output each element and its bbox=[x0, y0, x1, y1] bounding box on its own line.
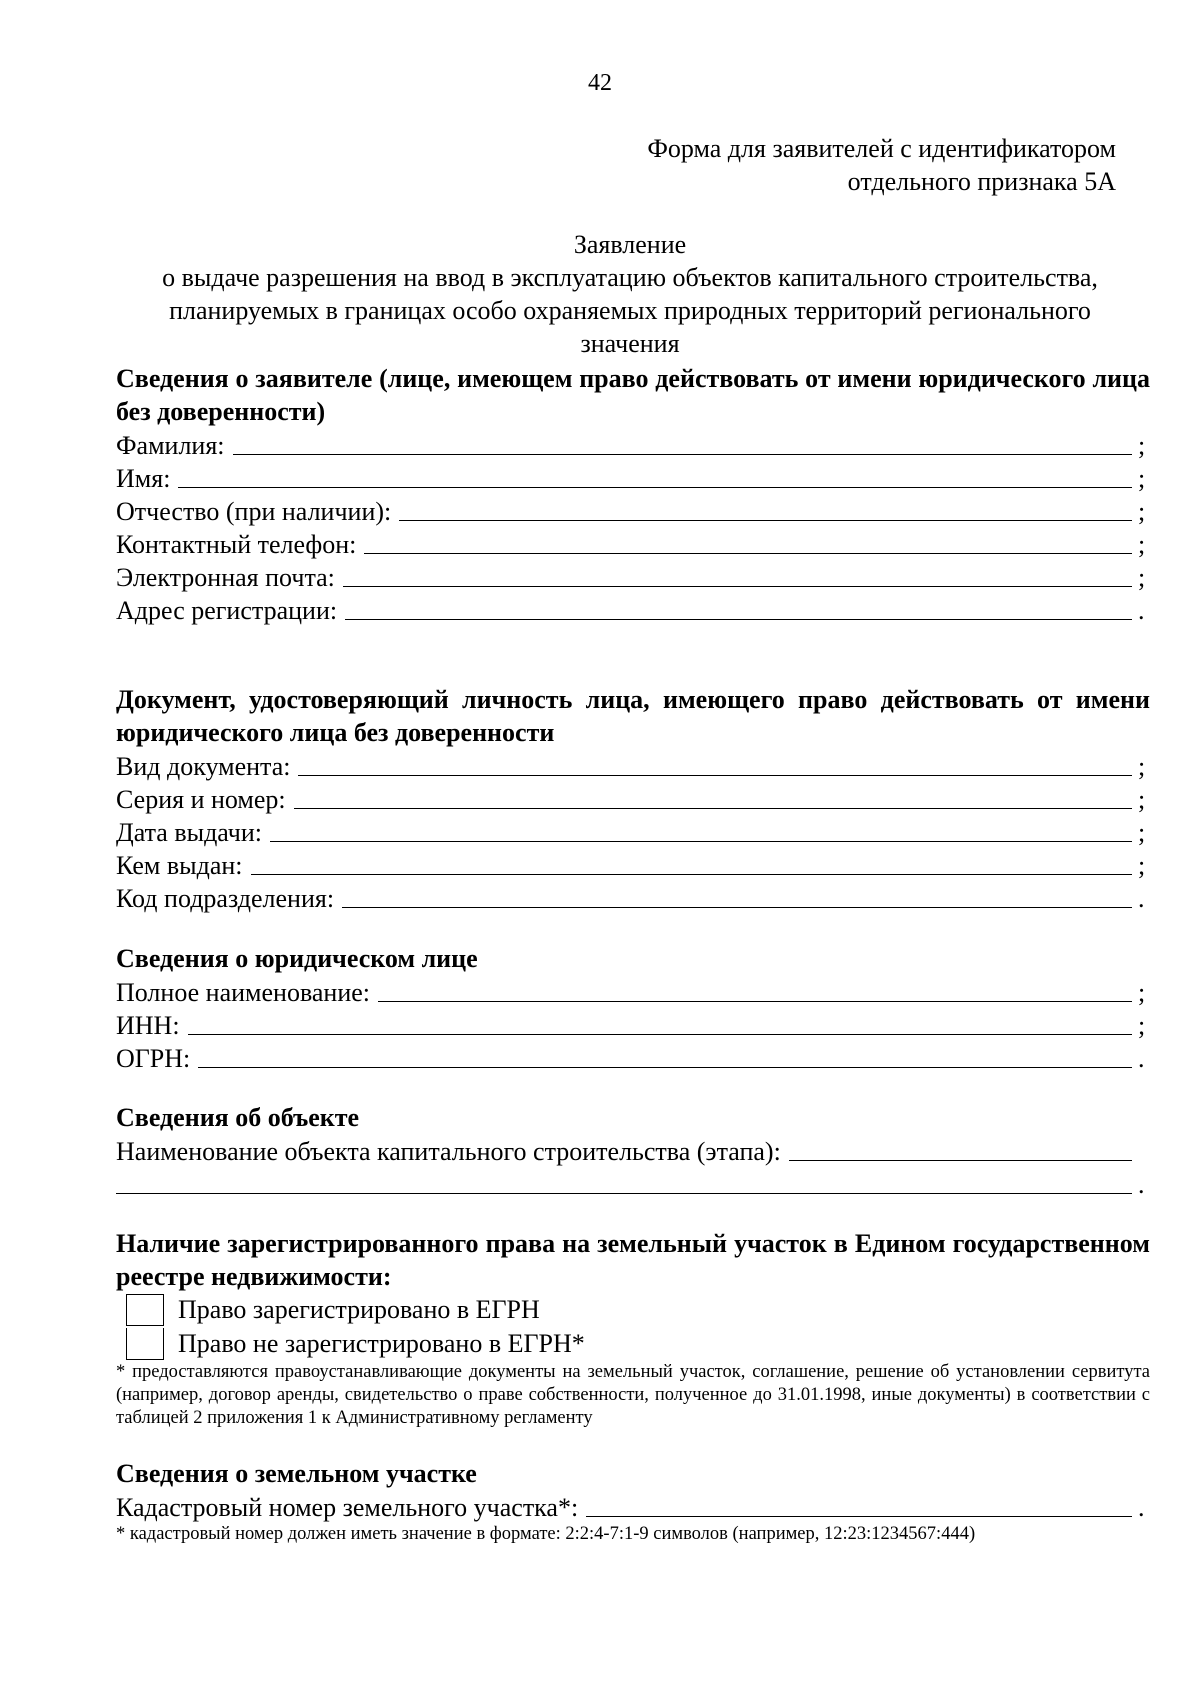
legal-entity-section bbox=[116, 942, 1150, 1074]
rights-footnote: * предоставляются правоустанавливающие документы на земельный участок, соглашение, решение об установлении сервитута (например, договор аренды, свидетельство о праве собственности, полученное до 31.01.1998, иные документы) в соответствии с таблицей 2 приложения 1 к Административному регламенту bbox=[116, 1362, 1150, 1428]
ogrn-field[interactable] bbox=[116, 1041, 1150, 1074]
field-label: Полное наименование: bbox=[116, 978, 371, 1007]
input-line[interactable] bbox=[198, 1067, 1132, 1068]
registration-address-field[interactable] bbox=[116, 593, 1150, 626]
field-label: Адрес регистрации: bbox=[116, 596, 338, 625]
land-plot-section bbox=[116, 1457, 1150, 1546]
identity-document-heading: Документ, удостоверяющий личность лица, имеющего право действовать от имени юридического лица без доверенности bbox=[116, 685, 1150, 747]
field-end: ; bbox=[1138, 978, 1146, 1007]
field-label: ИНН: bbox=[116, 1011, 180, 1040]
input-line[interactable] bbox=[399, 520, 1132, 521]
field-end: ; bbox=[1138, 431, 1146, 460]
input-line[interactable] bbox=[188, 1034, 1132, 1035]
input-line[interactable] bbox=[294, 808, 1132, 809]
field-label: ОГРН: bbox=[116, 1044, 191, 1073]
field-label: Контактный телефон: bbox=[116, 530, 357, 559]
field-label: Код подразделения: bbox=[116, 884, 335, 913]
inn-field[interactable] bbox=[116, 1008, 1150, 1041]
input-line[interactable] bbox=[178, 487, 1132, 488]
first-name-field[interactable] bbox=[116, 461, 1150, 494]
issued-by-field[interactable] bbox=[116, 848, 1150, 881]
identity-document-section bbox=[116, 683, 1150, 914]
title-subtitle-line: о выдаче разрешения на ввод в эксплуатацию объектов капитального строительства, bbox=[162, 263, 1098, 292]
patronymic-field[interactable] bbox=[116, 494, 1150, 527]
input-line[interactable] bbox=[378, 1001, 1132, 1002]
email-field[interactable] bbox=[116, 560, 1150, 593]
input-line[interactable] bbox=[345, 619, 1132, 620]
field-label: Кем выдан: bbox=[116, 851, 243, 880]
option-label: Право зарегистрировано в ЕГРН bbox=[178, 1295, 540, 1324]
right-registered-option[interactable] bbox=[126, 1293, 1150, 1327]
applicant-heading: Сведения о заявителе (лице, имеющем право действовать от имени юридического лица без доверенности) bbox=[116, 364, 1150, 426]
object-name-field[interactable] bbox=[116, 1134, 1150, 1167]
object-name-field-continuation[interactable] bbox=[116, 1167, 1150, 1200]
input-line[interactable] bbox=[364, 553, 1132, 554]
land-plot-heading: Сведения о земельном участке bbox=[116, 1459, 477, 1488]
field-end: ; bbox=[1138, 851, 1146, 880]
input-line[interactable] bbox=[270, 841, 1132, 842]
input-line[interactable] bbox=[789, 1160, 1132, 1161]
field-end: ; bbox=[1138, 752, 1146, 781]
field-end: ; bbox=[1138, 497, 1146, 526]
field-label: Отчество (при наличии): bbox=[116, 497, 392, 526]
field-label: Электронная почта: bbox=[116, 563, 335, 592]
rights-section bbox=[116, 1227, 1150, 1430]
input-line[interactable] bbox=[116, 1193, 1132, 1194]
right-not-registered-option[interactable] bbox=[126, 1327, 1150, 1361]
cadastral-footnote: * кадастровый номер должен иметь значение в формате: 2:2:4-7:1-9 символов (например, 12:23:1234567:444) bbox=[116, 1524, 976, 1544]
input-line[interactable] bbox=[298, 775, 1132, 776]
field-end: . bbox=[1138, 596, 1145, 625]
object-heading: Сведения об объекте bbox=[116, 1103, 360, 1132]
title-subtitle-line: планируемых в границах особо охраняемых природных территорий регионального bbox=[169, 296, 1091, 325]
field-label: Дата выдачи: bbox=[116, 818, 263, 847]
field-label: Наименование объекта капитального строительства (этапа): bbox=[116, 1137, 781, 1166]
field-end: ; bbox=[1138, 563, 1146, 592]
field-end: ; bbox=[1138, 464, 1146, 493]
field-end: ; bbox=[1138, 530, 1146, 559]
field-end: . bbox=[1138, 1170, 1145, 1199]
cadastral-number-field[interactable] bbox=[116, 1490, 1150, 1523]
series-number-field[interactable] bbox=[116, 782, 1150, 815]
field-end: ; bbox=[1138, 818, 1146, 847]
title-heading: Заявление bbox=[573, 230, 687, 259]
form-identifier-line: отдельного признака 5А bbox=[847, 167, 1116, 196]
field-end: ; bbox=[1138, 1011, 1146, 1040]
field-end: . bbox=[1138, 1493, 1145, 1522]
surname-field[interactable] bbox=[116, 428, 1150, 461]
document-type-field[interactable] bbox=[116, 749, 1150, 782]
field-label: Фамилия: bbox=[116, 431, 225, 460]
phone-field[interactable] bbox=[116, 527, 1150, 560]
division-code-field[interactable] bbox=[116, 881, 1150, 914]
document-title bbox=[110, 228, 1150, 360]
input-line[interactable] bbox=[342, 907, 1132, 908]
field-label: Серия и номер: bbox=[116, 785, 286, 814]
input-line[interactable] bbox=[251, 874, 1133, 875]
title-subtitle-line: значения bbox=[580, 329, 680, 358]
input-line[interactable] bbox=[586, 1516, 1132, 1517]
right-not-registered-checkbox[interactable] bbox=[126, 1328, 164, 1360]
full-name-field[interactable] bbox=[116, 975, 1150, 1008]
field-label: Имя: bbox=[116, 464, 171, 493]
field-end: ; bbox=[1138, 785, 1146, 814]
issue-date-field[interactable] bbox=[116, 815, 1150, 848]
input-line[interactable] bbox=[233, 454, 1132, 455]
field-label: Кадастровый номер земельного участка*: bbox=[116, 1493, 579, 1522]
applicant-section bbox=[116, 362, 1150, 626]
object-section bbox=[116, 1101, 1150, 1200]
form-identifier bbox=[647, 132, 1116, 198]
field-label: Вид документа: bbox=[116, 752, 291, 781]
rights-heading: Наличие зарегистрированного права на земельный участок в Едином государственном реестре недвижимости: bbox=[116, 1229, 1150, 1291]
field-end: . bbox=[1138, 1044, 1145, 1073]
right-registered-checkbox[interactable] bbox=[126, 1294, 164, 1326]
option-label: Право не зарегистрировано в ЕГРН* bbox=[178, 1329, 585, 1358]
form-identifier-line: Форма для заявителей с идентификатором bbox=[647, 134, 1116, 163]
input-line[interactable] bbox=[343, 586, 1132, 587]
page-number: 42 bbox=[588, 70, 612, 96]
legal-entity-heading: Сведения о юридическом лице bbox=[116, 944, 478, 973]
field-end: . bbox=[1138, 884, 1145, 913]
